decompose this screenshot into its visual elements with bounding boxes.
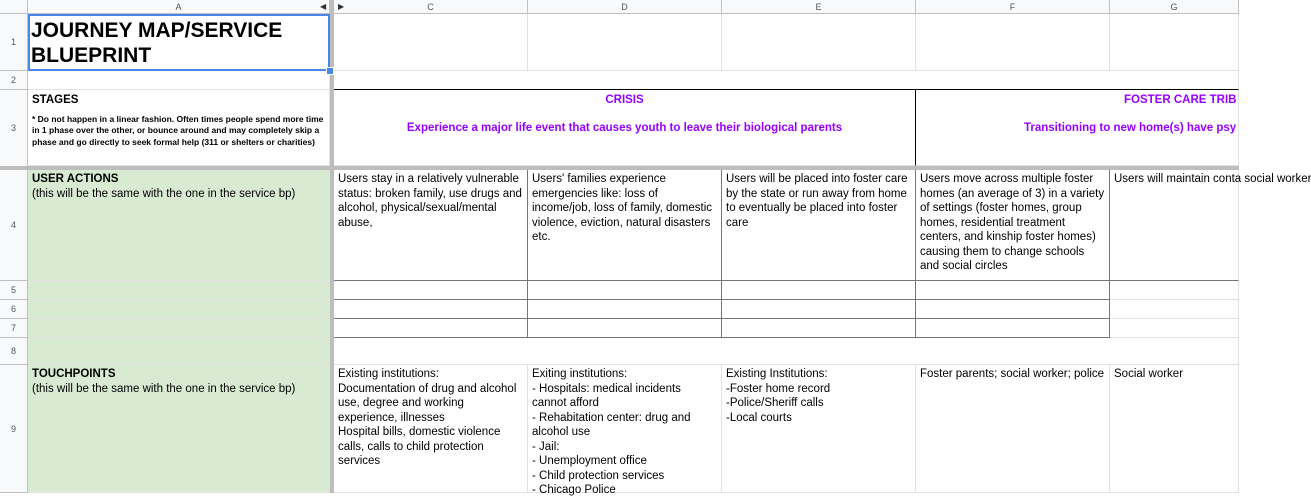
column-header-g[interactable]: G xyxy=(1110,0,1239,14)
cell-c7[interactable] xyxy=(334,319,528,338)
cell-e9[interactable]: Existing Institutions: -Foster home record -Police/Sheriff calls -Local courts xyxy=(722,365,916,493)
row-header-1[interactable]: 1 xyxy=(0,14,28,71)
row-header-2[interactable]: 2 xyxy=(0,71,28,90)
touchpoints-subtitle: (this will be the same with the one in the service bp) xyxy=(32,382,296,395)
cell-f4[interactable]: Users move across multiple foster homes (an average of 3) in a variety of settings (foster homes, group homes, residential treatment centers, and kinship foster homes) causing them to change schools and social circles xyxy=(916,170,1110,281)
cell-e1[interactable] xyxy=(722,14,916,71)
cell-d9[interactable]: Exiting institutions: - Hospitals: medical incidents cannot afford - Rehabitation center: drug and alcohol use - Jail: - Unemployment office - Child protection services - Chicago Police xyxy=(528,365,722,493)
cell-e7[interactable] xyxy=(722,319,916,338)
cell-c2-to-g2[interactable] xyxy=(334,71,1239,90)
cell-c6[interactable] xyxy=(334,300,528,319)
crisis-description: Experience a major life event that causes youth to leave their biological parents xyxy=(406,121,843,134)
cell-d5[interactable] xyxy=(528,281,722,300)
cell-a4-user-actions[interactable] xyxy=(28,170,330,281)
cell-foster-stage[interactable] xyxy=(916,90,1239,166)
frozen-row-divider[interactable] xyxy=(0,166,1239,170)
cell-a2[interactable] xyxy=(28,71,330,90)
row-header-4[interactable]: 4 xyxy=(0,170,28,281)
cell-g4[interactable]: Users will maintain conta social worker xyxy=(1110,170,1239,281)
cell-g9[interactable]: Social worker xyxy=(1110,365,1239,493)
cell-a8[interactable] xyxy=(28,338,330,365)
cell-e5[interactable] xyxy=(722,281,916,300)
select-all-corner[interactable] xyxy=(0,0,28,14)
cell-crisis-stage[interactable] xyxy=(334,90,916,166)
cell-a7[interactable] xyxy=(28,319,330,338)
row-header-5[interactable]: 5 xyxy=(0,281,28,300)
cell-c9[interactable]: Existing institutions: Documentation of drug and alcohol use, degree and working experience, illnesses Hospital bills, domestic violence calls, calls to child protection services xyxy=(334,365,528,493)
cell-f1[interactable] xyxy=(916,14,1110,71)
user-actions-title: USER ACTIONS xyxy=(32,173,119,185)
row-header-6[interactable]: 6 xyxy=(0,300,28,319)
cell-c8-to-g8[interactable] xyxy=(334,338,1239,365)
cell-a6[interactable] xyxy=(28,300,330,319)
cell-d7[interactable] xyxy=(528,319,722,338)
row-header-3[interactable]: 3 xyxy=(0,90,28,167)
column-header-d[interactable]: D xyxy=(528,0,722,14)
cell-g1[interactable] xyxy=(1110,14,1239,71)
row-header-9[interactable]: 9 xyxy=(0,365,28,493)
column-header-c[interactable]: C xyxy=(334,0,528,14)
expand-right-arrow-icon[interactable]: ▶ xyxy=(338,2,345,11)
cell-f5[interactable] xyxy=(916,281,1110,300)
column-header-f[interactable]: F xyxy=(916,0,1110,14)
cell-c1[interactable] xyxy=(334,14,528,71)
cell-c4[interactable]: Users stay in a relatively vulnerable status: broken family, use drugs and alcohol, physical/sexual/mental abuse, xyxy=(334,170,528,281)
row-header-7[interactable]: 7 xyxy=(0,319,28,338)
row-header-8[interactable]: 8 xyxy=(0,338,28,365)
cell-e4[interactable]: Users will be placed into foster care by the state or run away from home to eventually be placed into foster care xyxy=(722,170,916,281)
cell-d1[interactable] xyxy=(528,14,722,71)
cell-a5[interactable] xyxy=(28,281,330,300)
cell-f6[interactable] xyxy=(916,300,1110,319)
cell-f9[interactable]: Foster parents; social worker; police xyxy=(916,365,1110,493)
touchpoints-title: TOUCHPOINTS xyxy=(32,368,116,380)
cell-a9-touchpoints[interactable] xyxy=(28,365,330,493)
selection-fill-handle[interactable] xyxy=(326,67,334,75)
collapse-left-arrow-icon[interactable]: ◀ xyxy=(320,2,327,11)
cell-g6[interactable] xyxy=(1110,300,1239,319)
column-header-a[interactable]: A xyxy=(28,0,330,14)
cell-a1-title[interactable]: JOURNEY MAP/SERVICE BLUEPRINT xyxy=(28,14,330,71)
cell-g5[interactable] xyxy=(1110,281,1239,300)
cell-g7[interactable] xyxy=(1110,319,1239,338)
cell-c5[interactable] xyxy=(334,281,528,300)
foster-label: FOSTER CARE TRIB xyxy=(1124,94,1237,106)
foster-description: Transitioning to new home(s) have psy xyxy=(1024,121,1237,134)
cell-f7[interactable] xyxy=(916,319,1110,338)
crisis-label: CRISIS xyxy=(605,94,644,106)
cell-e6[interactable] xyxy=(722,300,916,319)
cell-d6[interactable] xyxy=(528,300,722,319)
cell-a3-stages[interactable] xyxy=(28,90,330,166)
column-header-e[interactable]: E xyxy=(722,0,916,14)
cell-d4[interactable]: Users' families experience emergencies like: loss of income/job, loss of family, domestic violence, eviction, natural disasters etc. xyxy=(528,170,722,281)
user-actions-subtitle: (this will be the same with the one in the service bp) xyxy=(32,187,296,200)
stages-heading: STAGES xyxy=(32,94,79,106)
stages-note: * Do not happen in a linear fashion. Often times people spend more time in 1 phase over the other, or bounce around and may completely skip a phase and go directly to seek formal help (311 or shelters or charities) xyxy=(32,113,324,147)
